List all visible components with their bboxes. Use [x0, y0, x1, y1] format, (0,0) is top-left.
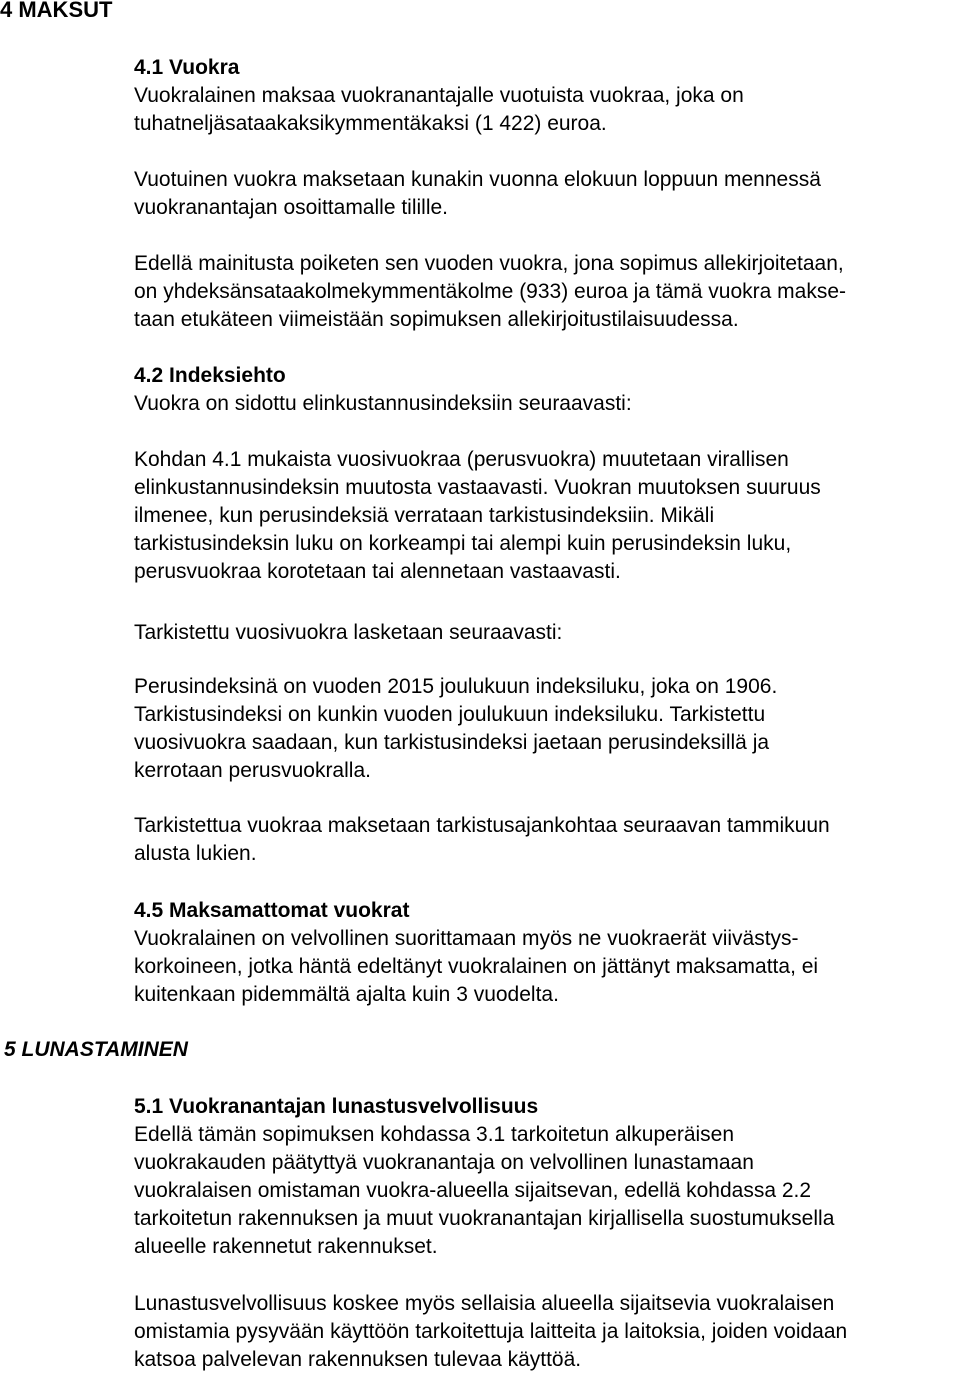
text-line: Vuokra on sidottu elinkustannusindeksiin seuraavasti:: [134, 392, 632, 415]
text-line: katsoa palvelevan rakennuksen tulevaa käyttöä.: [134, 1348, 582, 1371]
text-line: Tarkistettu vuosivuokra lasketaan seuraavasti:: [134, 621, 563, 644]
section-heading-maksut: 4 MAKSUT: [0, 0, 113, 22]
text-line: perusvuokraa korotetaan tai alennetaan vastaavasti.: [134, 560, 621, 583]
text-line: vuokrakauden päätyttyä vuokranantaja on velvollinen lunastamaan: [134, 1151, 754, 1174]
text-line: Tarkistusindeksi on kunkin vuoden joulukuun indeksiluku. Tarkistettu: [134, 703, 766, 726]
text-line: Vuotuinen vuokra maksetaan kunakin vuonna elokuun loppuun mennessä: [134, 168, 821, 191]
paragraph-indeksiehto-calc-intro: [134, 619, 949, 647]
text-line: on yhdeksänsataakolmekymmentäkolme (933) euroa ja tämä vuokra makse-: [134, 280, 847, 303]
paragraph-vuokra-amount: [134, 82, 949, 138]
subsection-lunastusvelvollisuus: [134, 1093, 949, 1261]
subsection-heading-maksamattomat: 4.5 Maksamattomat vuokrat: [134, 899, 410, 922]
text-line: Edellä tämän sopimuksen kohdassa 3.1 tarkoitetun alkuperäisen: [134, 1123, 735, 1146]
section-heading-lunastaminen: 5 LUNASTAMINEN: [4, 1038, 188, 1061]
text-line: Edellä mainitusta poiketen sen vuoden vuokra, jona sopimus allekirjoitetaan,: [134, 252, 844, 275]
text-line: korkoineen, jotka häntä edeltänyt vuokralainen on jättänyt maksamatta, ei: [134, 955, 819, 978]
paragraph-vuokra-payment: [134, 166, 949, 222]
paragraph-indeksiehto-timing: [134, 812, 949, 868]
text-line: tuhatneljäsataakaksikymmentäkaksi (1 422) euroa.: [134, 112, 607, 135]
text-line: vuosivuokra saadaan, kun tarkistusindeksi jaetaan perusindeksillä ja: [134, 731, 770, 754]
subsection-maksamattomat: [134, 897, 949, 1009]
text-line: Perusindeksinä on vuoden 2015 joulukuun indeksiluku, joka on 1906.: [134, 675, 778, 698]
text-line: vuokranantajan osoittamalle tilille.: [134, 196, 449, 219]
subsection-heading-indeksiehto: 4.2 Indeksiehto: [134, 364, 286, 387]
text-line: tarkoitetun rakennuksen ja muut vuokranantajan kirjallisella suostumuksella: [134, 1207, 835, 1230]
subsection-vuokra: [134, 54, 949, 138]
subsection-indeksiehto: [134, 362, 949, 418]
text-line: vuokralaisen omistaman vuokra-alueella sijaitsevan, edellä kohdassa 2.2: [134, 1179, 812, 1202]
text-line: ilmenee, kun perusindeksiä verrataan tarkistusindeksiin. Mikäli: [134, 504, 715, 527]
text-line: kuitenkaan pidemmältä ajalta kuin 3 vuodelta.: [134, 983, 559, 1006]
text-line: Kohdan 4.1 mukaista vuosivuokraa (perusvuokra) muutetaan virallisen: [134, 448, 789, 471]
paragraph-indeksiehto-rule: [134, 446, 949, 586]
text-line: alueelle rakennetut rakennukset.: [134, 1235, 438, 1258]
text-line: elinkustannusindeksin muutosta vastaavasti. Vuokran muutoksen suuruus: [134, 476, 821, 499]
text-line: taan etukäteen viimeistään sopimuksen allekirjoitustilaisuudessa.: [134, 308, 739, 331]
text-line: alusta lukien.: [134, 842, 257, 865]
text-line: Tarkistettua vuokraa maksetaan tarkistusajankohtaa seuraavan tammikuun: [134, 814, 830, 837]
paragraph-indeksiehto-calc: [134, 673, 949, 785]
subsection-heading-vuokra: 4.1 Vuokra: [134, 56, 240, 79]
paragraph-lunastusvelvollisuus-scope: [134, 1290, 949, 1374]
text-line: tarkistusindeksin luku on korkeampi tai alempi kuin perusindeksin luku,: [134, 532, 792, 555]
text-line: omistamia pysyvään käyttöön tarkoitettuja laitteita ja laitoksia, joiden voidaan: [134, 1320, 848, 1343]
text-line: Vuokralainen on velvollinen suorittamaan myös ne vuokraerät viivästys-: [134, 927, 799, 950]
text-line: Vuokralainen maksaa vuokranantajalle vuotuista vuokraa, joka on: [134, 84, 744, 107]
subsection-heading-lunastusvelvollisuus: 5.1 Vuokranantajan lunastusvelvollisuus: [134, 1095, 539, 1118]
text-line: Lunastusvelvollisuus koskee myös sellaisia alueella sijaitsevia vuokralaisen: [134, 1292, 835, 1315]
text-line: kerrotaan perusvuokralla.: [134, 759, 371, 782]
paragraph-vuokra-exception: [134, 250, 949, 334]
